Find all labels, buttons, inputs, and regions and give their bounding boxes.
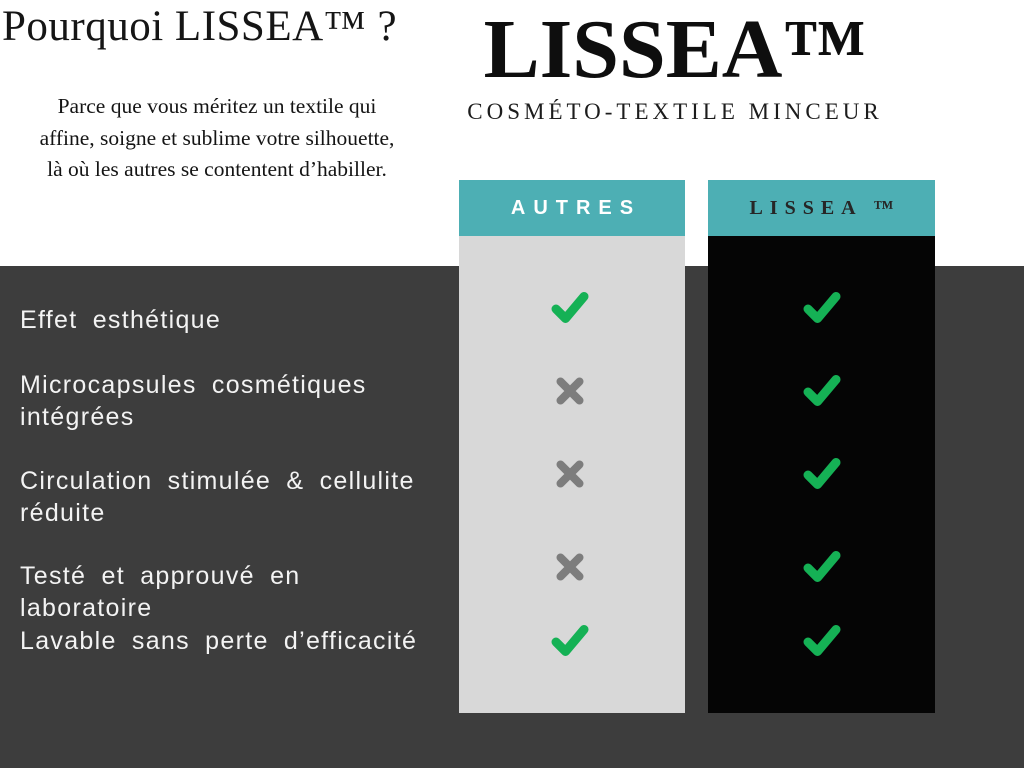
feature-row-label: Microcapsules cosmétiques intégrées xyxy=(20,371,367,431)
feature-row-label: Circulation stimulée & cellulite réduite xyxy=(20,467,415,527)
column-header-autres xyxy=(459,180,685,236)
brand-logo-name: LISSEA™ xyxy=(483,3,867,96)
check-icon xyxy=(800,549,844,585)
cross-icon xyxy=(548,549,592,585)
cross-icon xyxy=(548,456,592,492)
check-icon xyxy=(548,290,592,326)
feature-row-label: Testé et approuvé en laboratoire xyxy=(20,562,301,622)
cross-icon xyxy=(548,373,592,409)
check-icon xyxy=(800,373,844,409)
column-header-lissea xyxy=(708,180,935,236)
check-icon xyxy=(800,290,844,326)
check-icon xyxy=(800,623,844,659)
feature-row-label: Lavable sans perte d’efficacité xyxy=(20,627,418,655)
page-title: Pourquoi LISSEA™ ? xyxy=(2,3,398,50)
feature-row-label: Effet esthétique xyxy=(20,306,222,334)
column-header-autres-label: AUTRES xyxy=(510,196,642,219)
intro-line: Parce que vous méritez un textile qui xyxy=(57,94,377,118)
check-icon xyxy=(800,456,844,492)
intro-line: là où les autres se contentent d’habiller. xyxy=(47,157,387,181)
intro-line: affine, soigne et sublime votre silhouette, xyxy=(39,125,395,150)
column-header-lissea-label: LISSEA ™ xyxy=(749,196,901,219)
intro-paragraph xyxy=(0,91,434,186)
brand-logo-tagline: COSMÉTO-TEXTILE MINCEUR xyxy=(467,99,883,124)
brand-logo xyxy=(452,4,898,125)
check-icon xyxy=(548,623,592,659)
